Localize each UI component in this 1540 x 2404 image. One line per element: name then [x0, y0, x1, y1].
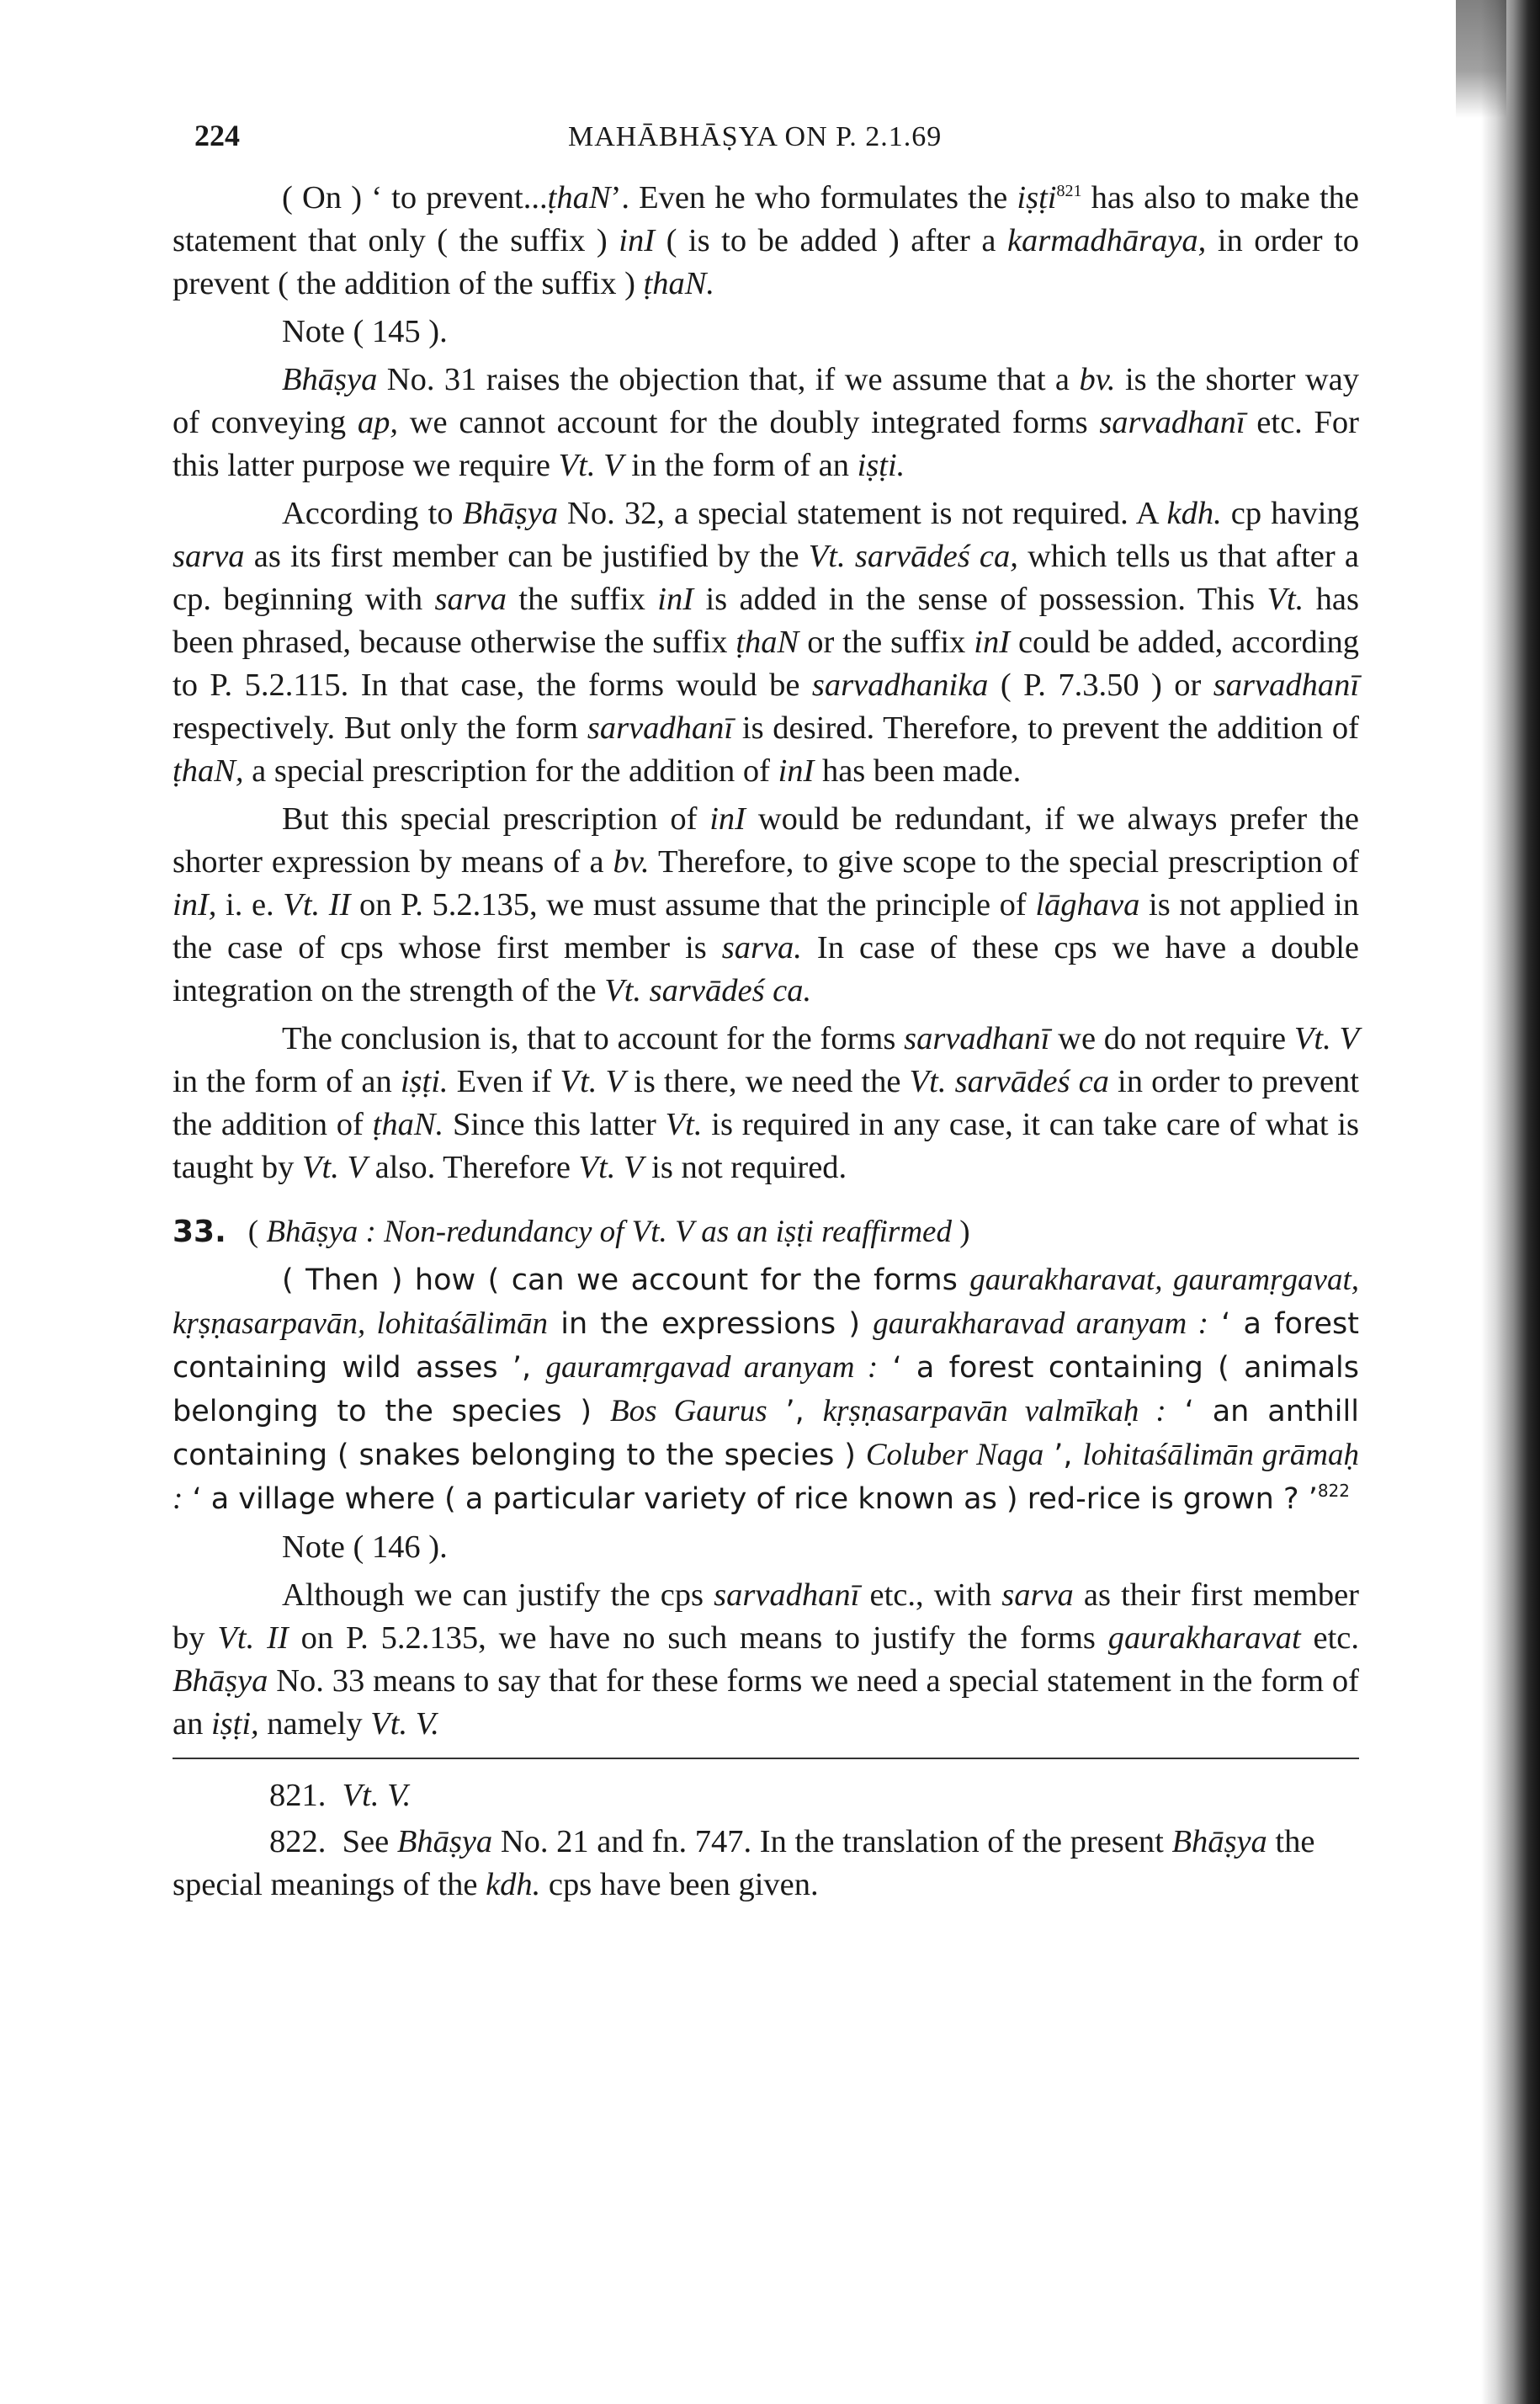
paragraph-1: ( On ) ‘ to prevent...ṭhaN’. Even he who formulates the iṣṭi$^{821}$ has also to make the statement that only ( the suffix ) inI ( is to be added ) after a karmadhāraya, in order to prevent ( the addition of the suffix ) ṭhaN. [173, 180, 1360, 301]
bhasya-33-translation: ( Then ) how ( can we account for the forms gaurakharavat, gauramṛgavat, kṛṣṇasarpavān, lohitaśālimān in the expressions ) gaurakharavad aranyam : ‘ a forest containing wild asses ’, gauramṛgavad aranyam : ‘ a forest containing ( animals belonging to the species ) Bos Gaurus ’, kṛṣṇasarpavān valmīkaḥ : ‘ an anthill containing ( snakes belonging to the species ) Coluber Naga ’, lohitaśālimān grāmaḥ : ‘ a village where ( a particular variety of rice known as ) red-rice is grown ? ’$^{822}$ [173, 1263, 1359, 1516]
paragraph-4: But this special prescription of inI would be redundant, if we always prefer the shorter expression by means of a bv. Therefore, to give scope to the special prescription of inI, i. e. Vt. II on P. 5.2.135, we must assume that the principle of lāghava is not applied in the case of cps whose first member is sarva. In case of these cps we have a double integration on the strength of the Vt. sarvādeś ca. [173, 801, 1360, 1008]
paragraph-3: According to Bhāṣya No. 32, a special statement is not required. A kdh. cp having sarva as its first member can be justified by the Vt. sarvādeś ca, which tells us that after a cp. beginning with sarva the suffix inI is added in the sense of possession. This Vt. has been phrased, because otherwise the suffix ṭhaN or the suffix inI could be added, according to P. 5.2.115. In that case, the forms would be sarvadhanika ( P. 7.3.50 ) or sarvadhanī respectively. But only the form sarvadhanī is desired. Therefore, to prevent the addition of ṭhaN, a special prescription for the addition of inI has been made. [173, 496, 1360, 789]
paragraph-5: The conclusion is, that to account for the forms sarvadhanī we do not require Vt. V in the form of an iṣṭi. Even if Vt. V is there, we need the Vt. sarvādeś ca in order to prevent the addition of ṭhaN. Since this latter Vt. is required in any case, it can take care of what is taught by Vt. V also. Therefore Vt. V is not required. [173, 1021, 1359, 1185]
section-33-heading: 33. ( Bhāṣya : Non-redundancy of Vt. V as an iṣṭi reaffirmed ) [173, 1215, 970, 1249]
footnote-822: 822. See Bhāṣya No. 21 and fn. 747. In the translation of the present Bhāṣya the special meanings of the kdh. cps have been given. [173, 1824, 1315, 1902]
scan-edge-shadow [1481, 0, 1540, 2404]
paragraph-2: Bhāṣya No. 31 raises the objection that, if we assume that a bv. is the shorter way of conveying ap, we cannot account for the doubly integrated forms sarvadhanī etc. For this latter purpose we require Vt. V in the form of an iṣṭi. [173, 362, 1360, 483]
paragraph-7: Although we can justify the cps sarvadhanī etc., with sarva as their first member by Vt. II on P. 5.2.135, we have no such means to justify the forms gaurakharavat etc. Bhāṣya No. 33 means to say that for these forms we need a special statement in the form of an iṣṭi, namely Vt. V. [173, 1577, 1360, 1742]
footnotes [173, 1774, 1359, 1907]
page-number: 224 [194, 119, 240, 152]
footnote-divider [173, 1758, 1359, 1759]
footnote-821: 821. Vt. V. [269, 1778, 412, 1813]
footnote-ref-822: 822 [1317, 1481, 1351, 1501]
book-page [173, 118, 1359, 1907]
section-number: 33. [173, 1215, 226, 1249]
running-head: MAHĀBHĀṢYA ON P. 2.1.69 [568, 121, 943, 152]
note-145: Note ( 145 ). [282, 314, 448, 349]
note-146: Note ( 146 ). [282, 1529, 448, 1565]
footnote-ref-821: 821 [1056, 182, 1082, 200]
section-title: Bhāṣya : Non-redundancy of Vt. V as an iṣṭi reaffirmed [266, 1215, 952, 1249]
scan-edge-top-shadow [1456, 0, 1506, 118]
page-header [173, 118, 1359, 177]
